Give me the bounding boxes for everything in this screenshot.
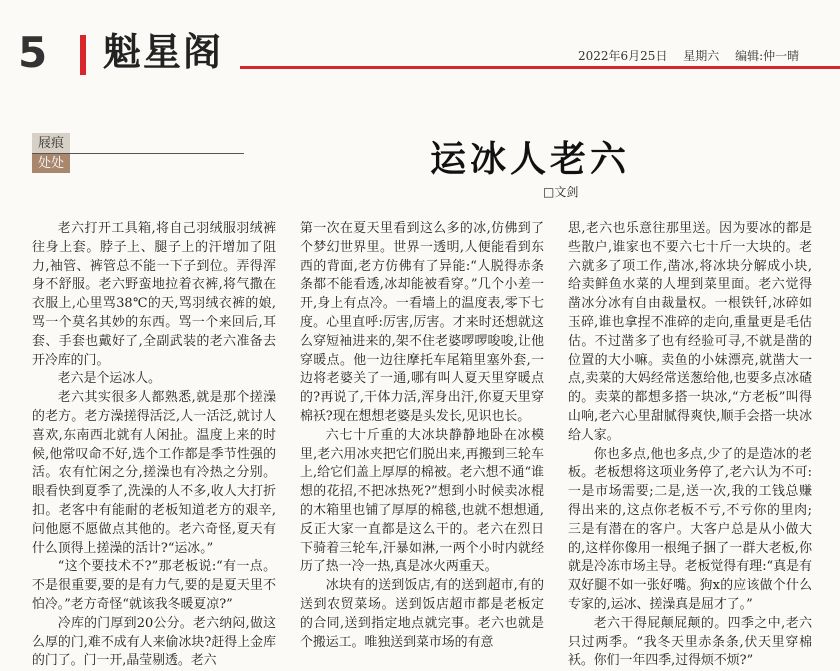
paragraph: 老六打开工具箱,将自己羽绒服羽绒裤往身上套。脖子上、腿子上的汗增加了阻力,袖管、裤管总不能一下子到位。弄得浑身不舒服。老六野蛮地拉着衣裤,将气撒在衣服上,心里骂38℃的天,骂羽绒衣裤的娘,骂一个莫名其妙的东西。骂一个来回后,耳套、手套也戴好了,全副武装的老六准备去开冷库的门。 <box>32 221 276 368</box>
paragraph: “这个要技术不?”那老板说:“有一点。不是很重要,要的是有力气,要的是夏天里不怕冷。”老方奇怪“就该我冬暖夏凉?” <box>32 559 276 612</box>
article-column-3 <box>568 220 812 671</box>
paragraph: 思,老六也乐意往那里送。因为要冰的都是些散户,谁家也不要六七十斤一大块的。老六就多了项工作,凿冰,将冰块分解成小块,给卖鲜鱼水菜的人埋到菜里面。老六觉得凿冰分冰有自由裁量权。一根铁钎,冰碎如玉碎,谁也拿捏不准碎的走向,重量更是毛估估。不过凿多了也有经验可寻,不就是凿的位置的大小嘛。卖鱼的小妹漂亮,就凿大一点,卖菜的大妈经常送葱给他,也要多点冰碴的。卖菜的都想多搭一块冰,“方老板”叫得山响,老六心里甜腻得爽快,顺手会搭一块冰给人家。 <box>568 221 812 443</box>
page-number: 5 <box>18 28 48 77</box>
column-tag-top: 屐痕 <box>32 133 70 154</box>
editor-credit: 编辑:仲一晴 <box>735 49 800 63</box>
article-headline: 运冰人老六 <box>430 138 631 180</box>
header-red-rule <box>240 66 840 69</box>
paragraph: 冰块有的送到饭店,有的送到超市,有的送到农贸菜场。送到饭店超市都是老板定的合同,送到指定地点就完事。老六也就是个搬运工。唯独送到菜市场的有意 <box>300 578 544 650</box>
paragraph: 你也多点,他也多点,少了的是造冰的老板。老板想将这项业务停了,老六认为不可:一是市场需要;二是,送一次,我的工钱总赚得出来的,这点你老板不亏,不亏你的里肉;三是有潜在的客户。大客户总是从小做大的,这样你像用一根绳子捆了一群大老板,你就是冷冻市场主导。老板觉得有理:“真是有双好腿不如一张好嘴。狗x的应该做个什么专家的,运冰、搓澡真是屈才了。” <box>568 446 812 612</box>
paragraph: 老六干得屁颠屁颠的。四季之中,老六只过两季。“我冬天里赤条条,伏天里穿棉袄。你们一年四季,过得烦不烦?” <box>568 615 812 669</box>
issue-date: 2022年6月25日 <box>578 49 668 63</box>
paragraph: 冷库的门厚到20公分。老六纳闷,做这么厚的门,难不成有人来偷冰块?赶得上金库的门了。门一开,晶莹剔透。老六 <box>32 615 276 669</box>
paragraph: 老六是个运冰人。 <box>57 371 161 387</box>
dateline <box>578 47 811 64</box>
article-column-2 <box>300 220 544 652</box>
paragraph: 第一次在夏天里看到这么多的冰,仿佛到了个梦幻世界里。世界一透明,人便能看到东西的背面,老方仿佛有了异能:“人脱得赤条条都不能看透,冰却能被看穿。”几个小差一开,身上有点冷。一看墙上的温度表,零下七度。心里直呼:厉害,厉害。才来时还想就这么穿短袖进来的,架不住老婆啰啰唆唆,让他穿暖点。他一边往摩托车尾箱里塞外套,一边将老婆关了一通,哪有叫人夏天里穿暖点的?再说了,干体力活,浑身出汗,你夏天里穿棉袄?现在想想老婆是头发长,见识也长。 <box>300 221 544 424</box>
paragraph: 六七十斤重的大冰块静静地卧在冰模里,老六用冰夹把它们脱出来,再搬到三轮车上,给它们盖上厚厚的棉被。老六想不通“谁想的花招,不把冰热死?”想到小时候卖冰棍的木箱里也铺了厚厚的棉毯,也就不想想通,反正大家一直都是这么干的。老六在烈日下骑着三轮车,汗暴如淋,一两个小时内就经历了热一冷一热,真是冰火两重天。 <box>300 427 544 575</box>
article-byline: □文剑 <box>543 185 579 199</box>
paragraph: 老六其实很多人都熟悉,就是那个搓澡的老方。老方澡搓得活泛,人一活泛,就讨人喜欢,东南西北就有人闲扯。温度上来的时候,他常叹命不好,选个工作都是季节性强的活。农有忙闲之分,搓澡也有冷热之分别。眼看快到夏季了,洗澡的人不多,收人大打折扣。老客中有能耐的老板知道老方的艰辛,问他愿不愿做点其他的。老六奇怪,夏天有什么顶得上搓澡的活计?“运冰。” <box>32 390 276 556</box>
page-title: 魁星阁 <box>103 29 224 74</box>
column-tag-bottom: 处处 <box>32 154 70 173</box>
issue-weekday: 星期六 <box>683 49 720 63</box>
header-red-bar <box>80 35 86 75</box>
article-column-1 <box>32 220 276 671</box>
column-tag <box>32 133 244 173</box>
